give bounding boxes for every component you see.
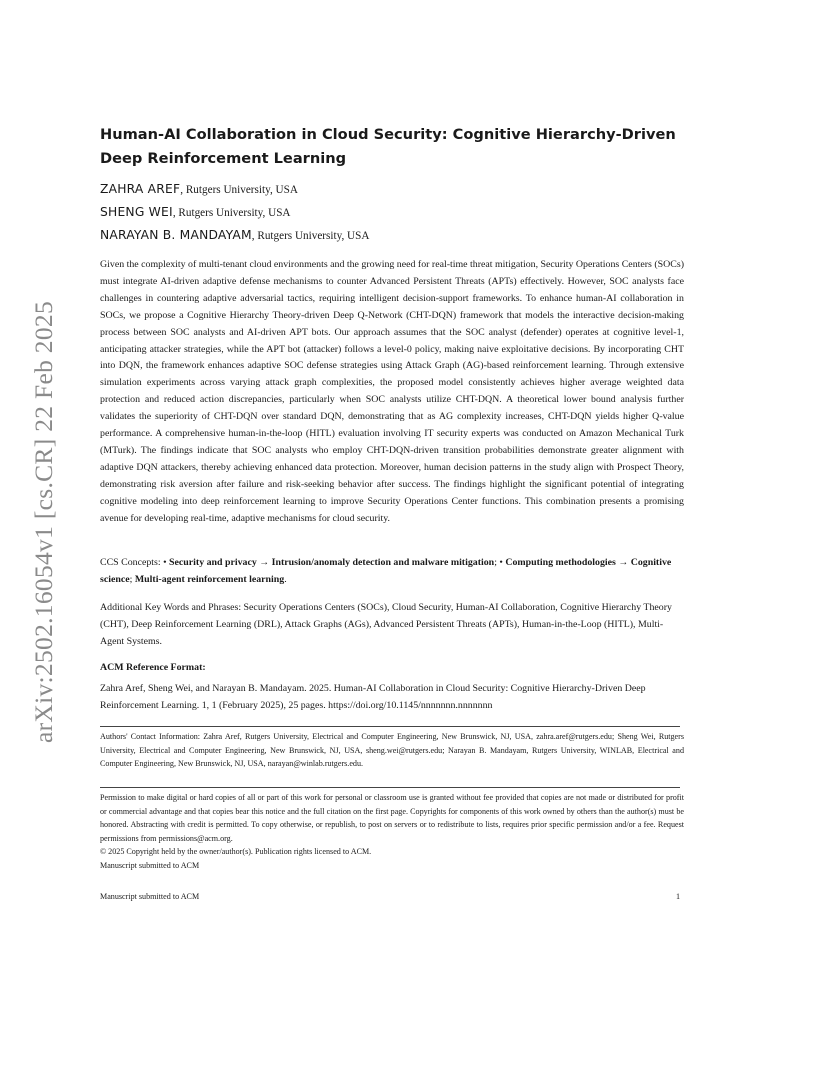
divider	[100, 726, 680, 727]
arxiv-identifier: arXiv:2502.16054v1 [cs.CR] 22 Feb 2025	[29, 300, 58, 744]
permission-notice: Permission to make digital or hard copies of all or part of this work for personal or classroom use is granted without fee provided that copies are not made or distributed for profit or commercial advantage and that copies bear this notice and the full citation on the first page. Copyrights for components of this work owned by others than the author(s) must be honored. Abstracting with credit is permitted. To copy otherwise, or republish, to post on servers or to redistribute to lists, requires prior specific permission and/or a fee. Request permissions from permissions@acm.org.	[100, 793, 684, 844]
author-name: NARAYAN B. MANDAYAM	[100, 228, 252, 242]
acm-reference-heading: ACM Reference Format:	[100, 662, 206, 673]
author-name: SHENG WEI	[100, 205, 173, 219]
page-footer-text: Manuscript submitted to ACM	[100, 892, 200, 901]
ccs-concepts	[100, 554, 684, 588]
ccs-concept: Computing methodologies → Cognitive science	[100, 557, 672, 585]
page-number: 1	[676, 892, 681, 901]
author-affiliation: , Rutgers University, USA	[172, 207, 291, 219]
author-affiliation: , Rutgers University, USA	[180, 184, 298, 196]
author-line	[100, 228, 369, 242]
ccs-concept: Security and privacy → Intrusion/anomaly detection and malware mitigation	[169, 557, 495, 568]
authors-contact-info: Authors' Contact Information: Zahra Aref, Rutgers University, Electrical and Computer Engineering, New Brunswick, NJ, USA, zahra.aref@rutgers.edu; Sheng Wei, Rutgers University, Electrical and Computer Engineering, New Brunswick, NJ, USA, sheng.wei@rutgers.edu; Narayan B. Mandayam, Rutgers University, WINLAB, Electrical and Computer Engineering, New Brunswick, NJ, USA, narayan@winlab.rutgers.edu.	[100, 732, 684, 769]
author-line	[100, 205, 291, 219]
copyright-notice: © 2025 Copyright held by the owner/author(s). Publication rights licensed to ACM.	[100, 847, 372, 856]
ccs-concept: Multi-agent reinforcement learning	[134, 574, 285, 585]
submission-note: Manuscript submitted to ACM	[100, 861, 200, 870]
author-line	[100, 182, 298, 196]
divider	[100, 787, 680, 788]
abstract: Given the complexity of multi-tenant cloud environments and the growing need for real-time threat mitigation, Security Operations Centers (SOCs) must integrate AI-driven adaptive defense mechanisms to counter Advanced Persistent Threats (APTs) effectively. However, SOC analysts face challenges in countering adaptive adversarial tactics, requiring intelligent decision-support frameworks. To enhance human-AI collaboration in SOCs, we propose a Cognitive Hierarchy Theory-driven Deep Q-Network (CHT-DQN) framework that models the interactive decision-making process between SOC analysts and AI-driven APT bots. Our approach assumes that the SOC analyst (defender) operates at cognitive level-1, anticipating attacker strategies, while the APT bot (attacker) follows a level-0 policy, making naive exploitative decisions. By incorporating CHT into DQN, the framework enhances adaptive SOC defense strategies using Attack Graph (AG)-based reinforcement learning. Through extensive simulation experiments across varying attack graph complexities, the proposed model consistently achieves higher average weighted data protection and reduced action discrepancies, particularly when SOC analysts utilize CHT-DQN. A theoretical lower bound analysis further validates the superiority of CHT-DQN over standard DQN, demonstrating that as AG complexity increases, CHT-DQN yields higher Q-value performance. A comprehensive human-in-the-loop (HITL) evaluation involving IT security experts was conducted on Amazon Mechanical Turk (MTurk). The findings indicate that SOC analysts who employ CHT-DQN-driven transition probabilities demonstrate greater alignment with adaptive DQN attackers, thereby achieving enhanced data protection. Moreover, human decision patterns in the study align with Prospect Theory, demonstrating risk aversion after failure and risk-seeking behavior after success. The findings highlight the significant potential of integrating cognitive modeling into deep reinforcement learning to improve Security Operations Center functions. This combination presents a promising avenue for developing real-time, adaptive mechanisms for cloud security.	[100, 259, 684, 524]
ccs-end: .	[284, 574, 287, 585]
paper-title: Human-AI Collaboration in Cloud Security: Cognitive Hierarchy-Driven Deep Reinforcement Learning	[100, 126, 676, 167]
ccs-separator: ;	[129, 574, 135, 585]
author-name: ZAHRA AREF	[100, 182, 181, 196]
ccs-prefix: CCS Concepts: •	[100, 557, 170, 568]
keywords: Additional Key Words and Phrases: Security Operations Centers (SOCs), Cloud Security, Human-AI Collaboration, Cognitive Hierarchy Theory (CHT), Deep Reinforcement Learning (DRL), Attack Graphs (AGs), Advanced Persistent Threats (APTs), Human-in-the-Loop (HITL), Multi-Agent Systems.	[100, 602, 672, 647]
ccs-separator: ; •	[494, 557, 506, 568]
author-affiliation: , Rutgers University, USA	[251, 230, 370, 242]
acm-reference-text: Zahra Aref, Sheng Wei, and Narayan B. Mandayam. 2025. Human-AI Collaboration in Cloud Security: Cognitive Hierarchy-Driven Deep Reinforcement Learning. 1, 1 (February 2025), 25 pages. https://doi.org/10.1145/nnnnnnn.nnnnnnn	[100, 683, 646, 711]
